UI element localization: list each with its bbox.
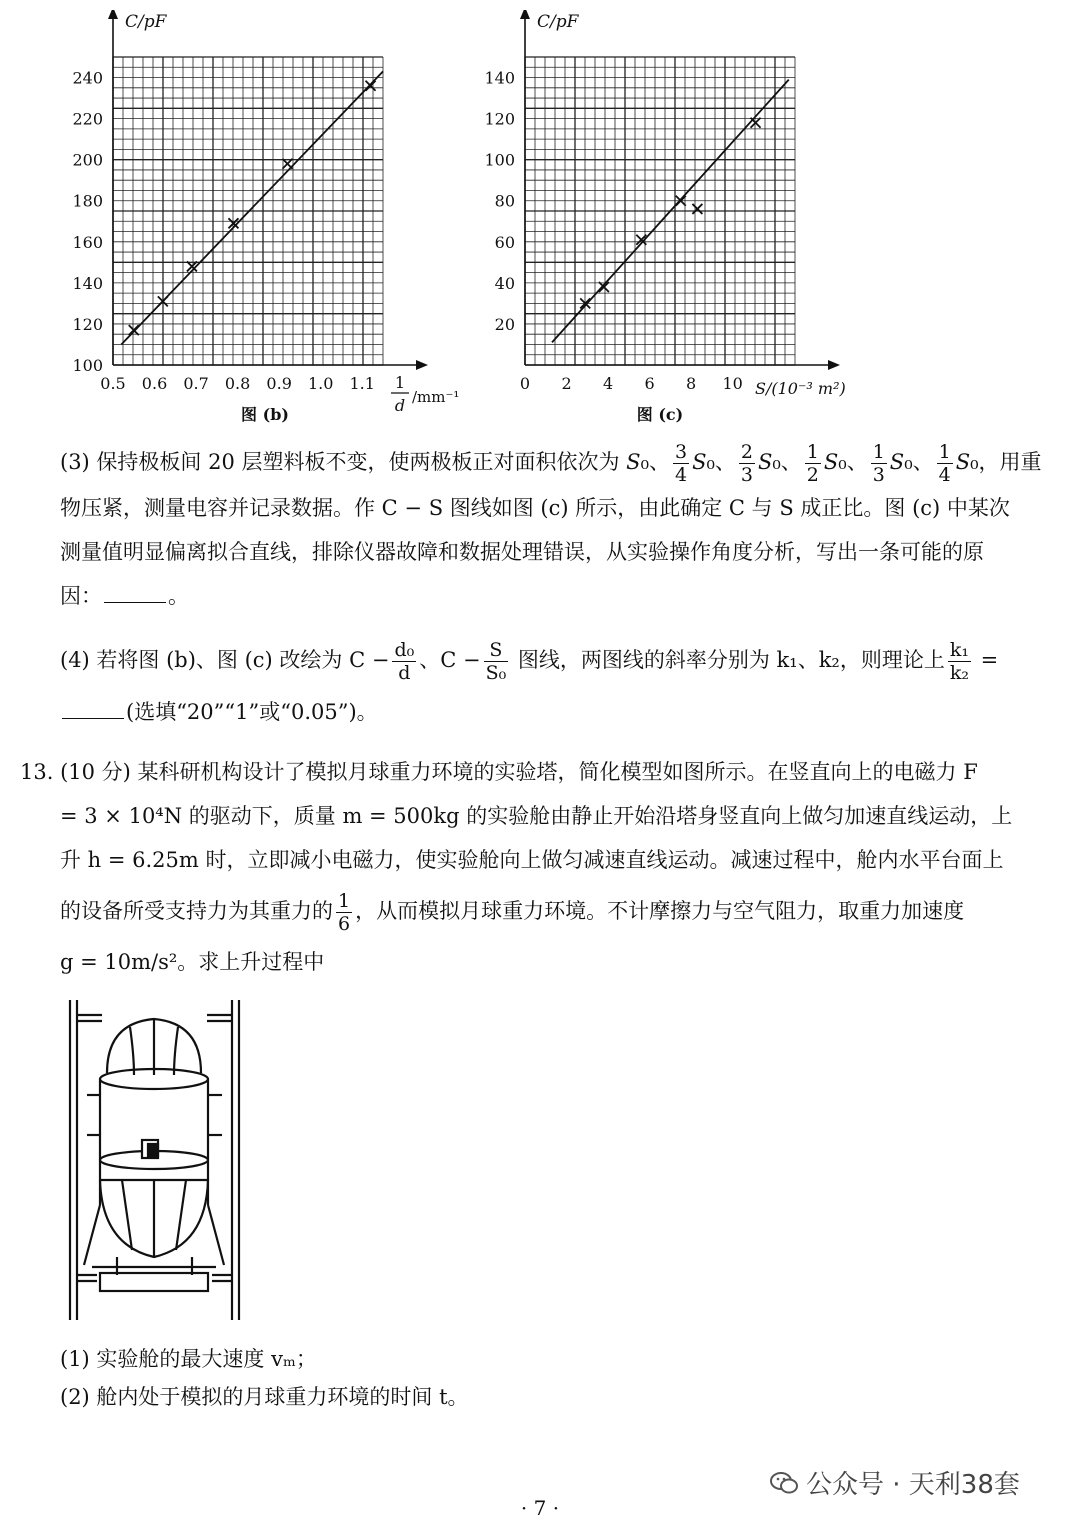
- x-axis-label: S/(10⁻³ m²): [755, 379, 846, 398]
- question-3: [60, 440, 1045, 618]
- x-tick-label: 4: [602, 374, 614, 393]
- q3-line-4: 因： 。: [60, 574, 1045, 618]
- y-tick-label: 140: [484, 68, 515, 88]
- fraction: $\frac{2}{3}$: [740, 441, 753, 486]
- question-13: [20, 750, 1045, 984]
- x-tick-label: 0: [519, 374, 531, 393]
- q3-line-3: 测量值明显偏离拟合直线，排除仪器故障和数据处理错误，从实验操作角度分析，写出一条可能的原: [60, 540, 984, 564]
- chart-b: [60, 10, 480, 430]
- data-point: [366, 81, 376, 91]
- y-tick-label: 120: [72, 314, 103, 334]
- y-tick-label: 240: [72, 68, 103, 88]
- data-point: [129, 325, 139, 335]
- sub-question-2: (2) 舱内处于模拟的月球重力环境的时间 t。: [60, 1385, 469, 1409]
- x-tick-label: 0.8: [224, 374, 251, 393]
- chart-caption: 图 (c): [636, 405, 684, 424]
- q3-line-2: 物压紧，测量电容并记录数据。作 C − S 图线如图 (c) 所示，由此确定 C 与 S 成正比。图 (c) 中某次: [60, 496, 1010, 520]
- experiment-tower-figure: [62, 995, 252, 1325]
- y-axis-arrow: [108, 10, 118, 19]
- x-tick-label: 0.6: [141, 374, 168, 393]
- y-axis-label: C/pF: [125, 12, 167, 32]
- y-tick-label: 160: [72, 232, 103, 252]
- fraction: $\frac{S}{\text{S₀}}$: [485, 639, 507, 684]
- y-tick-label: 220: [72, 109, 103, 129]
- q3-line-1: (3) 保持极板间 20 层塑料板不变，使两极板正对面积依次为 S₀、 $\frac{3}{4}$ S₀、 $\frac{2}{3}$ S₀、 $\frac{1}{2}$ S₀、 $\frac{1}{3}$ S₀、 $\frac{1}{4}$ S₀，用重: [60, 441, 1042, 486]
- y-tick-label: 60: [494, 232, 515, 252]
- fraction: $\frac{1}{3}$: [872, 441, 885, 486]
- y-tick-label: 40: [494, 273, 515, 293]
- chart-c: [470, 10, 870, 430]
- x-tick-label: 1.0: [307, 374, 334, 393]
- fraction: $\frac{1}{4}$: [938, 441, 951, 486]
- y-tick-label: 20: [494, 314, 515, 334]
- question-4: [60, 630, 1045, 734]
- fraction: $\frac{1}{2}$: [806, 441, 819, 486]
- x-axis-arrow: [828, 360, 840, 370]
- x-axis-label-denominator: d: [394, 396, 406, 415]
- x-axis-label-numerator: 1: [394, 373, 406, 392]
- y-tick-label: 80: [494, 191, 515, 211]
- fraction: $\frac{\text{d₀}}{d}$: [394, 639, 415, 684]
- answer-blank[interactable]: [104, 580, 166, 603]
- x-tick-label: 0.9: [266, 374, 292, 393]
- q4-line-2: (选填“20”“1”或“0.05”)。: [60, 690, 1045, 734]
- fraction: $\frac{\text{k₁}}{\text{k₂}}$: [949, 639, 969, 684]
- chart-caption: 图 (b): [241, 405, 289, 424]
- sub-questions: [60, 1340, 1045, 1416]
- watermark-text: 公众号 · 天利38套: [806, 1470, 1020, 1500]
- x-axis-arrow: [416, 360, 428, 370]
- page-number: · 7 ·: [520, 1496, 560, 1520]
- x-tick-label: 2: [561, 374, 572, 393]
- y-tick-label: 200: [72, 150, 103, 170]
- fraction: $\frac{1}{6}$: [338, 890, 351, 935]
- p13-line-2: = 3 × 10⁴N 的驱动下，质量 m = 500kg 的实验舱由静止开始沿塔身竖直向上做匀加速直线运动，上: [60, 804, 1013, 828]
- sub-question-1: (1) 实验舱的最大速度 vₘ；: [60, 1347, 317, 1371]
- data-point: [751, 118, 761, 128]
- p13-line-4: 的设备所受支持力为其重力的 $\frac{1}{6}$ ，从而模拟月球重力环境。不计摩擦力与空气阻力，取重力加速度: [60, 890, 965, 935]
- fraction: $\frac{3}{4}$: [674, 441, 688, 486]
- wechat-icon: [770, 1471, 798, 1495]
- x-tick-label: 6: [644, 374, 655, 393]
- x-tick-label: 0.7: [183, 374, 209, 393]
- p13-line-3: 升 h = 6.25m 时，立即减小电磁力，使实验舱向上做匀减速直线运动。减速过程中，舱内水平台面上: [60, 848, 1004, 872]
- q4-line-1: (4) 若将图 (b)、图 (c) 改绘为 C − $\frac{\text{d₀}}{d}$ 、C − $\frac{S}{\text{S₀}}$ 图线，两图线的斜率分别为 k₁、k₂，则理论上 $\frac{\text{k₁}}{\text{k₂}}$ =: [60, 639, 999, 684]
- y-axis-arrow: [520, 10, 530, 19]
- answer-blank[interactable]: [62, 696, 124, 719]
- y-tick-label: 180: [72, 191, 103, 211]
- p13-line-1: 13. (10 分) 某科研机构设计了模拟月球重力环境的实验塔，简化模型如图所示。在竖直向上的电磁力 F: [20, 760, 978, 784]
- y-tick-label: 120: [484, 109, 515, 129]
- x-axis-label-unit: /mm⁻¹: [412, 388, 460, 406]
- x-tick-label: 10: [722, 374, 743, 393]
- y-tick-label: 100: [72, 356, 103, 375]
- data-point: [692, 204, 702, 214]
- p13-line-5: g = 10m/s²。求上升过程中: [60, 950, 325, 974]
- x-tick-label: 8: [686, 374, 697, 393]
- x-tick-label: 1.1: [349, 374, 375, 393]
- y-tick-label: 140: [72, 273, 103, 293]
- y-tick-label: 100: [484, 150, 515, 170]
- x-tick-label: 0.5: [100, 374, 126, 393]
- y-axis-label: C/pF: [537, 12, 579, 32]
